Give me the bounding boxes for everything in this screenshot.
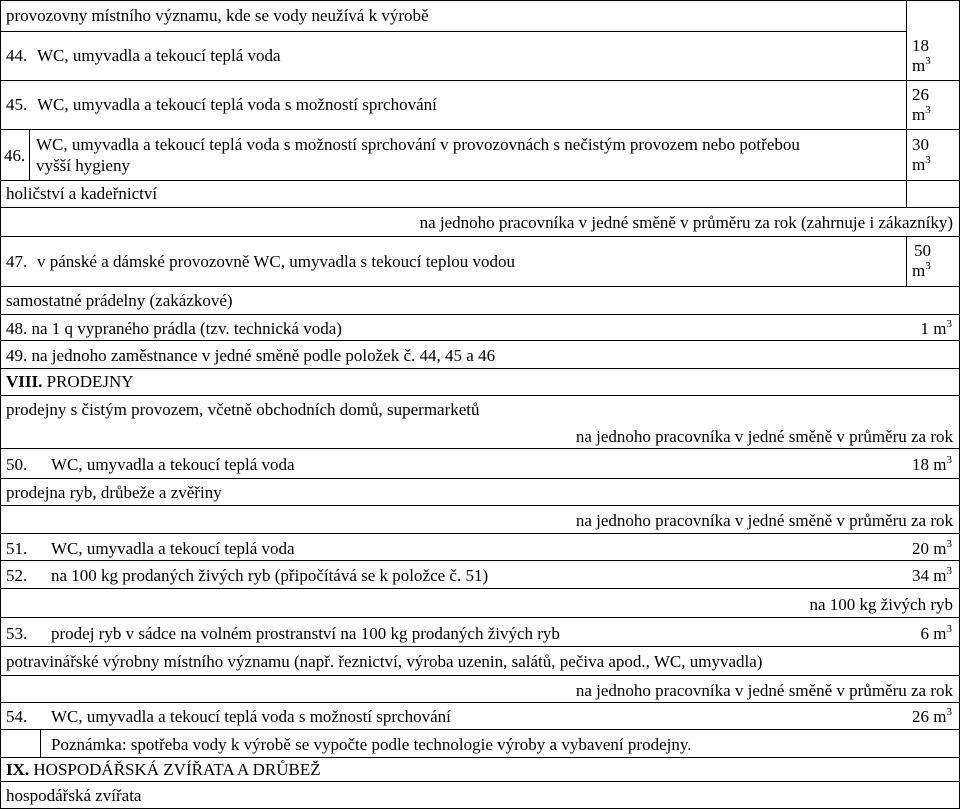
item-value: 20 $m^3$ <box>912 538 952 558</box>
rule <box>0 207 960 208</box>
item-number: 51. <box>6 539 28 558</box>
item-unit: $m^3$ <box>912 55 931 75</box>
item-text: na 100 kg prodaných živých ryb (připočítává se k položce č. 51) <box>51 566 489 585</box>
item-text: 49. na jednoho zaměstnance v jedné směně podle položek č. 44, 45 a 46 <box>6 346 496 365</box>
item-value: 50 <box>914 241 931 260</box>
item-text: WC, umyvadla a tekoucí teplá voda s možností sprchování <box>51 707 451 726</box>
item-number: 44. <box>6 46 28 65</box>
rule <box>0 617 960 618</box>
rule <box>0 781 960 782</box>
category-heading: hospodářská zvířata <box>6 786 142 805</box>
rule <box>0 80 960 81</box>
item-number: 54. <box>6 707 28 726</box>
rule <box>0 448 960 449</box>
item-text: WC, umyvadla a tekoucí teplá voda s možností sprchování v provozovnách s nečistým provozem nebo potřebou <box>36 135 800 154</box>
rule <box>0 702 960 703</box>
rule <box>0 0 1 809</box>
item-text: WC, umyvadla a tekoucí teplá voda s možností sprchování <box>37 95 437 114</box>
item-text: prodej ryb v sádce na volném prostranství na 100 kg prodaných živých ryb <box>51 624 560 643</box>
rule <box>0 286 960 287</box>
category-heading: potravinářské výrobny místního významu (např. řeznictví, výroba uzenin, salátů, pečiva apod., WC, umyvadla) <box>6 652 763 671</box>
rule <box>0 675 960 676</box>
item-number: 52. <box>6 566 28 585</box>
item-text: v pánské a dámské provozovně WC, umyvadla s tekoucí teplou vodou <box>37 252 515 271</box>
item-value: 6 $m^3$ <box>920 623 952 643</box>
section-heading: IX. HOSPODÁŘSKÁ ZVÍŘATA A DRŮBEŽ <box>6 760 321 779</box>
category-heading: samostatné prádelny (zakázkové) <box>6 291 233 310</box>
item-text: WC, umyvadla a tekoucí teplá voda <box>51 455 295 474</box>
rule <box>0 395 960 396</box>
rule <box>0 368 960 369</box>
item-text: WC, umyvadla a tekoucí teplá voda <box>37 46 281 65</box>
rule <box>0 31 906 32</box>
item-value: 26 <box>912 85 929 104</box>
rule <box>906 236 907 286</box>
rule <box>0 180 960 181</box>
item-value: 30 <box>912 135 929 154</box>
rule <box>0 588 960 589</box>
rule <box>40 729 41 757</box>
category-heading: prodejny s čistým provozem, včetně obchodních domů, supermarketů <box>6 400 480 419</box>
rule <box>0 808 960 809</box>
item-number: 45. <box>6 95 28 114</box>
rule <box>0 129 960 130</box>
section-heading: VIII. PRODEJNY <box>6 372 134 391</box>
item-value: 18 <box>912 36 929 55</box>
item-unit: $m^3$ <box>912 260 931 280</box>
item-unit: $m^3$ <box>912 154 931 174</box>
item-unit: $m^3$ <box>912 104 931 124</box>
category-heading: provozovny místního významu, kde se vody neužívá k výrobě <box>6 6 429 25</box>
rule <box>906 0 907 207</box>
unit-note: na jednoho pracovníka v jedné směně v průměru za rok <box>575 511 953 530</box>
rule <box>29 129 30 180</box>
item-text: WC, umyvadla a tekoucí teplá voda <box>51 539 295 558</box>
item-number: 50. <box>6 455 28 474</box>
rule <box>0 729 960 730</box>
rule <box>0 505 960 506</box>
item-number: 47. <box>6 252 28 271</box>
rule <box>0 560 960 561</box>
rule <box>0 340 960 341</box>
rule <box>0 646 960 647</box>
rule <box>0 314 960 315</box>
rule <box>0 757 960 758</box>
unit-note: na jednoho pracovníka v jedné směně v průměru za rok (zahrnuje i zákazníky) <box>419 213 953 232</box>
item-text: 48. na 1 q vypraného prádla (tzv. technická voda) <box>6 319 342 338</box>
item-value: 26 $m^3$ <box>912 706 952 726</box>
rule <box>0 0 960 1</box>
unit-note: na jednoho pracovníka v jedné směně v průměru za rok <box>575 427 953 446</box>
unit-note: na 100 kg živých ryb <box>809 595 953 614</box>
footnote: Poznámka: spotřeba vody k výrobě se vypočte podle technologie výroby a vybavení prodejny. <box>51 735 692 754</box>
item-text: vyšší hygieny <box>36 156 130 175</box>
item-value: 18 $m^3$ <box>912 454 952 474</box>
item-number: 46. <box>4 146 26 165</box>
item-value: 1 $m^3$ <box>920 318 952 338</box>
category-heading: holičství a kadeřnictví <box>6 184 158 203</box>
rule <box>0 533 960 534</box>
rule <box>0 236 960 237</box>
category-heading: prodejna ryb, drůbeže a zvěřiny <box>6 483 222 502</box>
item-value: 34 $m^3$ <box>912 565 952 585</box>
item-number: 53. <box>6 624 28 643</box>
unit-note: na jednoho pracovníka v jedné směně v průměru za rok <box>575 681 953 700</box>
rule <box>0 478 960 479</box>
